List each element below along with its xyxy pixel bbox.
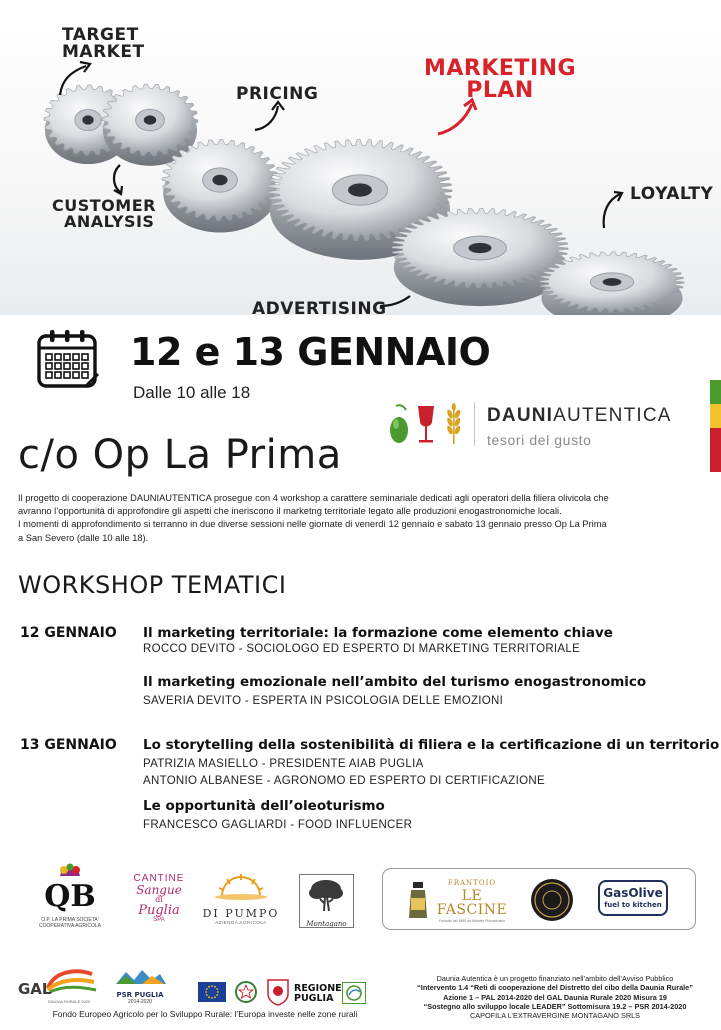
le-fascine-logo: FRANTOIO LE FASCINE Fondato nel 1880 da Michele Pizzolorusso [436, 879, 508, 923]
label-advertising: ADVERTISING [252, 299, 387, 315]
olive-tree-icon [300, 875, 353, 915]
event-hours: Dalle 10 alle 18 [133, 383, 251, 402]
brand-tagline: tesori del gusto [487, 432, 592, 448]
eu-flag-icon [198, 982, 226, 1002]
workshop-topic: Le opportunità dell’oleoturismo [143, 798, 385, 814]
psr-puglia-logo: PSR PUGLIA 2014-2020 [112, 966, 168, 1008]
label-customer-analysis: CUSTOMER ANALYSIS [52, 196, 156, 231]
gear-hole [469, 243, 492, 253]
footer-funding-text: Daunia Autentica è un progetto finanziato nell’ambito dell’Avviso Pubblico “Intervento 1.4 “Reti di cooperazione del Distretto del cibo della Daunia Rurale” Azione 1 – PAL 2014-2020 del GAL Daunia Rurale 2020 Misura 19 “Sostegno allo sviluppo locale LEADER” Sottomisura 19.2 – PSR 2014-2020 CAPOFILA L’EXTRAVERGINE MONTAGANO SRLS [417, 974, 693, 1021]
workshop-speaker: PATRIZIA MASIELLO - PRESIDENTE AIAB PUGLIA [143, 758, 424, 770]
regione-puglia-shield-icon [266, 978, 290, 1006]
calendar-icon [36, 328, 102, 390]
workshop-speaker: FRANCESCO GAGLIARDI - FOOD INFLUENCER [143, 819, 413, 831]
event-location: c/o Op La Prima [18, 432, 342, 478]
workshop-topic: Lo storytelling della sostenibilità di filiera e la certificazione di un territorio [143, 737, 720, 753]
wine-glass-icon [418, 406, 434, 443]
wheat-icon [446, 403, 461, 444]
gear-hole [603, 278, 622, 286]
montagano-logo: Montagano [299, 874, 354, 928]
event-date: 12 e 13 GENNAIO [130, 330, 491, 374]
brand-name: DAUNIAUTENTICA [487, 405, 672, 426]
leader-logo-icon [342, 982, 366, 1004]
cantine-sangue-di-puglia-logo: CANTINE Sangue di Puglia SPA [133, 873, 185, 923]
gear-hole [348, 183, 372, 196]
label-pricing: PRICING [236, 84, 319, 104]
workshop-speaker: SAVERIA DEVITO - ESPERTA IN PSICOLOGIA DELLE EMOZIONI [143, 695, 504, 707]
hero-image [0, 0, 721, 315]
gear-hole [144, 115, 156, 124]
label-target-market: TARGET MARKET [62, 25, 145, 62]
workshop-speaker: ANTONIO ALBANESE - AGRONOMO ED ESPERTO DI CERTIFICAZIONE [143, 775, 545, 787]
gasolive-logo: GasOlive fuel to kitchen [598, 880, 668, 916]
olive-icon [390, 405, 408, 443]
gear-hole [212, 175, 227, 186]
workshop-date: 13 GENNAIO [20, 737, 117, 753]
color-strip [710, 380, 721, 472]
svg-text:GAL: GAL [18, 980, 52, 994]
brand-separator [474, 402, 475, 446]
svg-text:QB: QB [44, 879, 96, 912]
footer-eu-text: Fondo Europeo Agricolo per lo Sviluppo Rurale: l’Europa investe nelle zone rurali [52, 1009, 358, 1019]
workshop-date: 12 GENNAIO [20, 625, 117, 641]
gear-hole [82, 115, 93, 124]
op-la-prima-logo: QB O.P. LA PRIMA SOCIETA' COOPERATIVA AGRICOLA [30, 862, 110, 930]
round-emblem-logo [530, 878, 574, 922]
intro-paragraph: Il progetto di cooperazione DAUNIAUTENTICA prosegue con 4 workshop a carattere seminariale dedicati agli operatori della filiera olivicola che avranno l’opportunità di approfondire gli aspetti che ineriscono il marketng territoriale legato alle produzioni enogastronomiche locali. I momenti di approfondimento si terranno in due diverse sessioni nelle giornate di venerdì 12 gennaio e sabato 13 gennaio presso Op La Prima a San Severo (dalle 10 alle 18). [18, 493, 609, 543]
workshop-topic: Il marketing territoriale: la formazione come elemento chiave [143, 625, 613, 641]
workshop-topic: Il marketing emozionale nell’ambito del turismo enogastronomico [143, 674, 647, 690]
di-pumpo-logo: DI PUMPO AZIENDA AGRICOLA [200, 872, 282, 928]
label-loyalty: LOYALTY [630, 184, 714, 204]
regione-puglia-logo: REGIONE PUGLIA [294, 983, 342, 1004]
workshop-speaker: ROCCO DEVITO - SOCIOLOGO ED ESPERTO DI MARKETING TERRITORIALE [143, 643, 581, 655]
bottle-icon [405, 880, 431, 920]
label-marketing-plan: MARKETING PLAN [424, 56, 577, 103]
workshop-title: WORKSHOP TEMATICI [18, 571, 287, 599]
italian-republic-emblem-icon [234, 980, 258, 1004]
gal-daunia-logo: GAL DAUNIA RURALE 2020 [18, 964, 98, 1006]
